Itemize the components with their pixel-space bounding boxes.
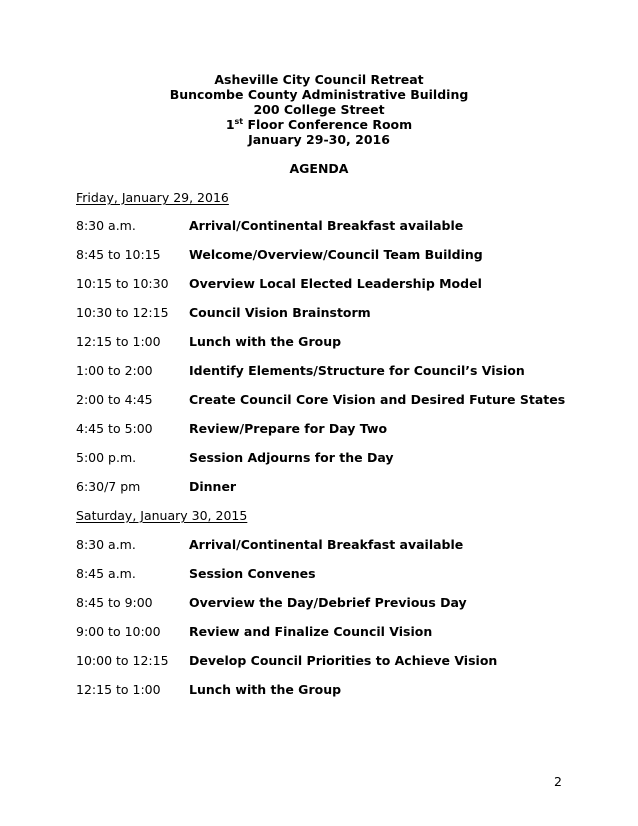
agenda-row: [76, 653, 576, 669]
agenda-description: Session Adjourns for the Day: [189, 450, 394, 465]
agenda-description: Create Council Core Vision and Desired Future States: [189, 392, 566, 407]
agenda-row: [76, 566, 576, 582]
header-title: Asheville City Council Retreat: [214, 72, 424, 87]
agenda-time: 8:45 to 9:00: [76, 595, 153, 610]
agenda-time: 10:15 to 10:30: [76, 276, 169, 291]
agenda-time: 10:30 to 12:15: [76, 305, 169, 320]
day2-heading: Saturday, January 30, 2015: [76, 508, 248, 523]
header-room-label: Floor Conference Room: [243, 117, 413, 132]
agenda-time: 8:45 to 10:15: [76, 247, 161, 262]
agenda-description: Council Vision Brainstorm: [189, 305, 371, 320]
agenda-time: 9:00 to 10:00: [76, 624, 161, 639]
header-room-ordinal: st: [234, 116, 244, 126]
agenda-time: 10:00 to 12:15: [76, 653, 169, 668]
agenda-row: [76, 218, 576, 234]
day1-heading: Friday, January 29, 2016: [76, 190, 229, 205]
agenda-description: Review/Prepare for Day Two: [189, 421, 388, 436]
agenda-row: [76, 363, 576, 379]
agenda-time: 5:00 p.m.: [76, 450, 137, 465]
agenda-time: 4:45 to 5:00: [76, 421, 153, 436]
agenda-row: [76, 305, 576, 321]
page-number: 2: [554, 774, 562, 789]
header-room: [0, 117, 638, 132]
agenda-description: Lunch with the Group: [189, 682, 342, 697]
header-dates: January 29-30, 2016: [248, 132, 390, 147]
header-street: 200 College Street: [253, 102, 385, 117]
agenda-row: [76, 624, 576, 640]
agenda-description: Welcome/Overview/Council Team Building: [189, 247, 483, 262]
agenda-description: Develop Council Priorities to Achieve Vision: [189, 653, 498, 668]
header-building: Buncombe County Administrative Building: [169, 87, 469, 102]
agenda-time: 8:30 a.m.: [76, 218, 136, 233]
agenda-row: [76, 537, 576, 553]
agenda-time: 8:45 a.m.: [76, 566, 136, 581]
agenda-title: AGENDA: [289, 161, 349, 176]
agenda-row: [76, 479, 576, 495]
agenda-description: Identify Elements/Structure for Council’s Vision: [189, 363, 525, 378]
agenda-description: Overview the Day/Debrief Previous Day: [189, 595, 467, 610]
agenda-row: [76, 450, 576, 466]
agenda-time: 1:00 to 2:00: [76, 363, 153, 378]
agenda-description: Arrival/Continental Breakfast available: [189, 537, 464, 552]
agenda-time: 6:30/7 pm: [76, 479, 141, 494]
agenda-row: [76, 595, 576, 611]
agenda-description: Review and Finalize Council Vision: [189, 624, 433, 639]
agenda-time: 12:15 to 1:00: [76, 682, 161, 697]
agenda-row: [76, 247, 576, 263]
agenda-time: 12:15 to 1:00: [76, 334, 161, 349]
agenda-description: Arrival/Continental Breakfast available: [189, 218, 464, 233]
agenda-row: [76, 276, 576, 292]
agenda-description: Dinner: [189, 479, 237, 494]
agenda-description: Overview Local Elected Leadership Model: [189, 276, 482, 291]
agenda-row: [76, 334, 576, 350]
agenda-time: 2:00 to 4:45: [76, 392, 153, 407]
header-room-number: 1: [225, 117, 235, 132]
agenda-row: [76, 392, 576, 408]
agenda-time: 8:30 a.m.: [76, 537, 136, 552]
agenda-row: [76, 682, 576, 698]
retreat-header: [0, 72, 638, 147]
agenda-description: Session Convenes: [189, 566, 316, 581]
agenda-description: Lunch with the Group: [189, 334, 342, 349]
agenda-row: [76, 421, 576, 437]
